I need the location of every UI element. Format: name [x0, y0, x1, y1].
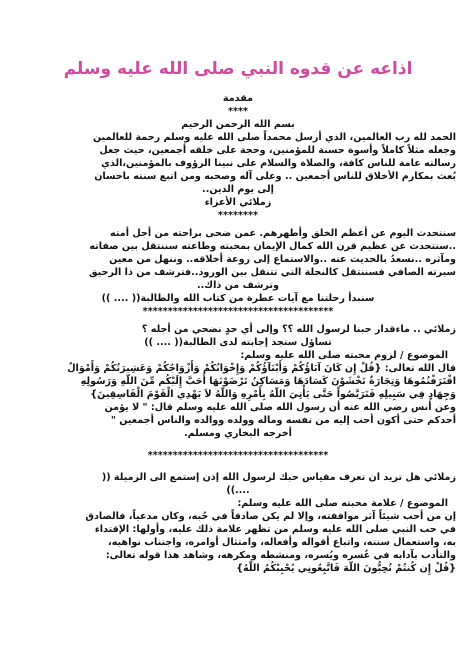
section-text-line: اقْتَرَفْتُمُوهَا وَتِجَارَةٌ تَخْشَوْنَ كَسَادَهَا وَمَسَاكِنُ تَرْضَوْنَهَا أَحَبَّ إِلَيْكُم مِّنَ اللّهِ وَرَسُولِهِ	[80, 376, 456, 387]
intro-heading: مقدمة	[222, 93, 254, 104]
intro-line: وجعله مثلاً كاملاً وأسوة حسنة للمؤمنين، وحجة على خلقه أجمعين، حيث جعل	[99, 145, 456, 156]
section-subject: الموضوع / علامة محبته صلى الله عليه وسلم:	[237, 498, 448, 509]
section-text-line: به، واستعمال سنته، واتباع أقواله وأفعاله، وامتثال أوامره، واجتناب نواهيه،	[108, 537, 456, 548]
greeting: زملائي الأعزاء	[204, 197, 272, 208]
section-text-line: والتأدب بآدابه في عُسره ويُسره، ومنشطه ومكرهه، وشاهد هذا قوله تعالى:	[105, 550, 456, 561]
question-line: زملائي هل تريد ان تعرف مقياس حبك لرسول الله إذن إستمع الى الزميلة ((	[101, 472, 456, 483]
topic-line: وترشف من ذاك..	[197, 280, 279, 291]
intro-line: الحمد لله رب العالمين، الذي أرسل محمداً صلى الله عليه وسلم رحمة للعالمين	[92, 132, 456, 143]
section-text-line: وَجِهَادٍ فِي سَبِيلِهِ فَتَرَبَّصُواْ حَتَّى يَأْتِيَ اللّهُ بِأَمْرِهِ وَاللّهُ لاَ يَهْدِي الْقَوْمَ الْفَاسِقِينَ}	[90, 389, 456, 400]
section-text-line: أحدكم حتى أكون أحب إليه من نفسه وماله وولده ووالده والناس أجمعين "	[110, 415, 456, 426]
stars-divider: **************************************	[142, 306, 334, 317]
intro-line: بُعث بمكارم الأخلاق للناس أجمعين .. وعلى آله وصحبه ومن اتبع سنته باحسان	[94, 171, 456, 182]
intro-line: إلى يوم الدين..	[202, 184, 274, 195]
topic-line: ..سنتحدث عن عظيم قرن الله كمال الإيمان بمحبته وطاعته سننتقل بين صفاته	[89, 241, 456, 252]
topic-line: سنتحدث اليوم عن أعظم الخلق وأطهرهم. عمن ضحى براحته من أجل أمته	[110, 228, 456, 239]
section-text-line: إن من أحب شيئاً آثر موافقته، وإلا لم يكن صادقاً في حُبه، وكان مدعياً، فالصادق	[85, 511, 456, 522]
stars-separator: ********	[217, 210, 259, 221]
basmala: بسم الله الرحمن الرحيم	[181, 119, 295, 130]
topic-line: سيرته الصافي فسننتقل كالنحلة التي تتنقل بين الورود..فترشف من ذا الرحيق	[88, 267, 456, 278]
section-text-line: أخرجه البخاري ومسلم.	[184, 428, 292, 439]
page-title: اذاعه عن قدوه النبي صلى الله عليه وسلم	[63, 59, 413, 79]
section-text-line: في حب النبي صلى الله عليه وسلم من تظهر علامة ذلك عليه، وأولها: الإقتداء	[94, 524, 456, 535]
topic-start: سنبدأ رحلتنا مع آيات عطرة من كتاب الله والطالبة(( .... ))	[101, 293, 375, 304]
section-text-line: {قُلْ إِن كُنتُمْ تُحِبُّونَ اللّهَ فَاتَّبِعُونِي يُحْبِبْكُمُ اللّهُ}	[236, 563, 456, 574]
section-text-line: وعن أنس رضي الله عنه أن رسول الله صلى الله عليه وسلم قال: " لا يؤمن	[104, 402, 456, 413]
question-line: تساؤل سنجد إجابته لدى الطالبة(( .... ))	[144, 337, 332, 348]
question-line: ....))	[226, 485, 250, 496]
intro-line: رسالته عامة للناس كافة، والصلاة والسلام على نبينا الرؤوف بالمؤمنين،الذي	[101, 158, 456, 169]
stars-separator: ****	[227, 106, 249, 117]
topic-line: ومآثره ..نسعدُ بالحديث عنه ..والاستماع إلى روعة أخلاقه.. وننهل من معين	[109, 254, 456, 265]
section-text-line: قال الله تعالى: {قُلْ إِن كَانَ آبَاؤُكُمْ وَأَبْنَآؤُكُمْ وَإِخْوَانُكُمْ وَأَزْوَاجُكُمْ وَعَشِيرَتُكُمْ وَأَمْوَالٌ	[67, 363, 456, 374]
stars-divider: ************************************	[147, 450, 329, 461]
section-subject: الموضوع / لزوم محبته صلى الله عليه وسلم:	[240, 350, 448, 361]
question-line: زملائي .. ماءقدار حبنا لرسول الله ؟؟ وإلى أي حدٍ نضحي من أجله ؟	[141, 324, 456, 335]
